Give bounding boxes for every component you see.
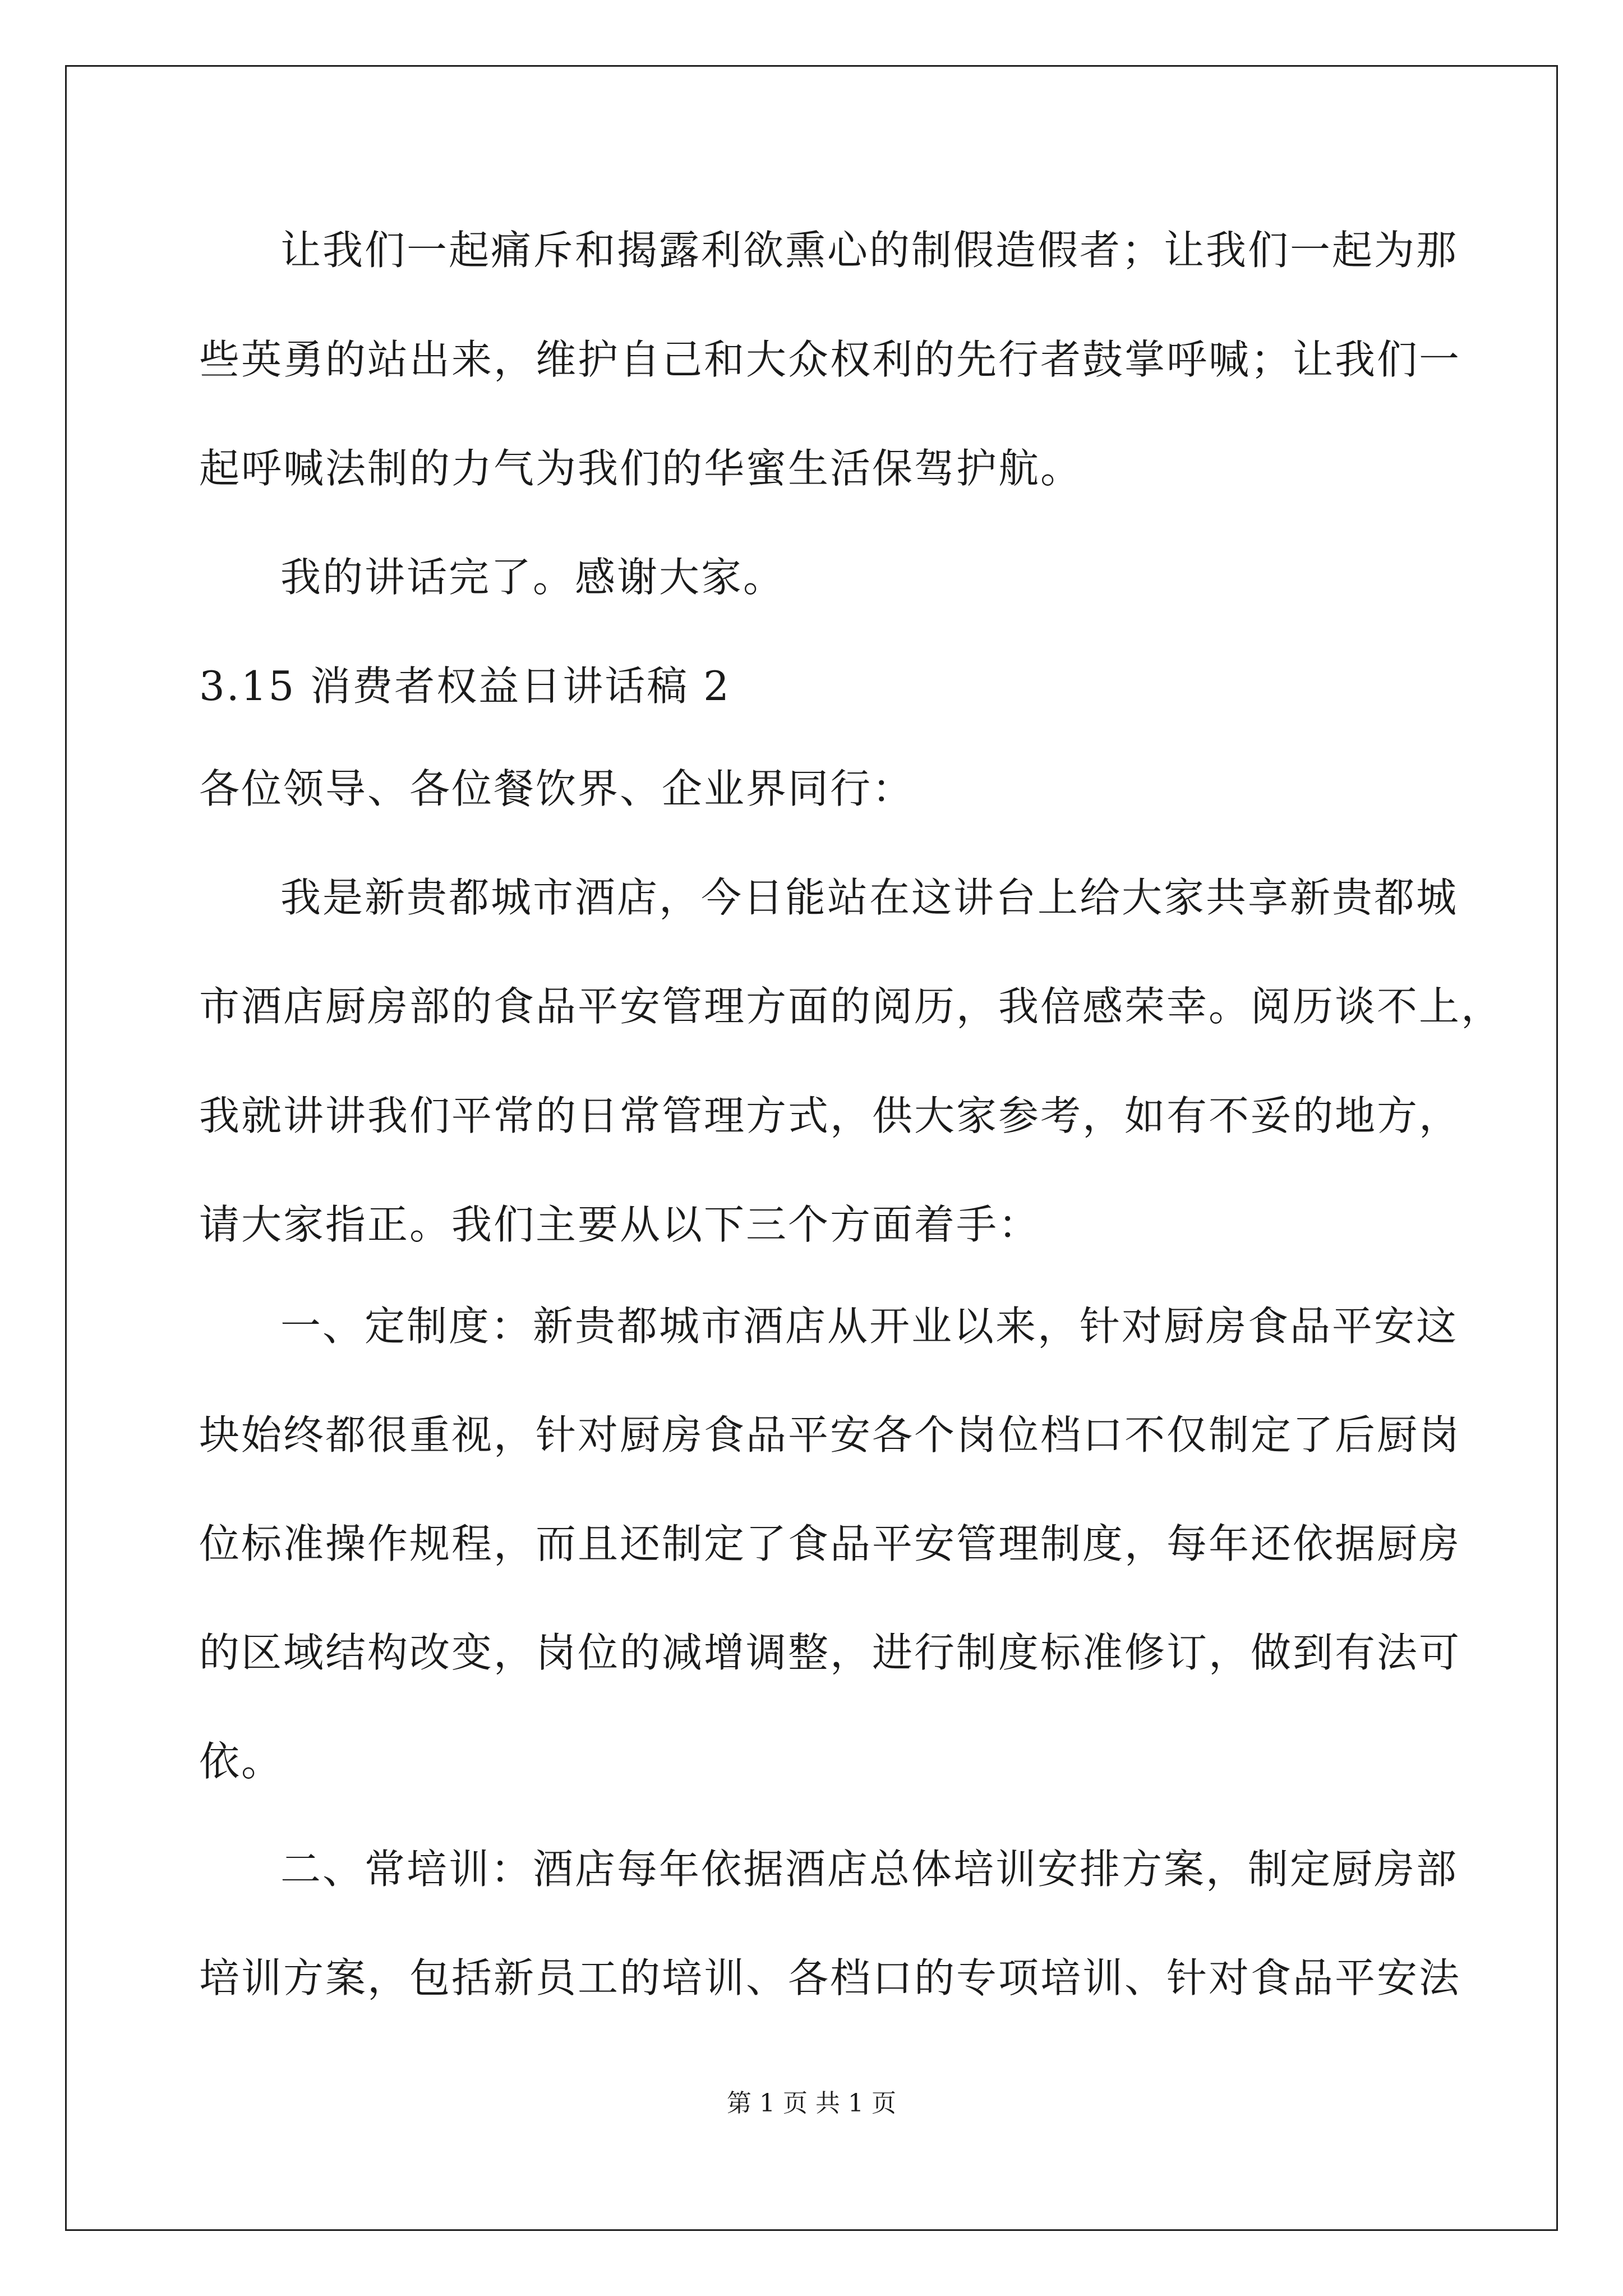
body-line: 些英勇的站出来，维护自己和大众权利的先行者鼓掌呼喊；让我们一: [199, 336, 1461, 383]
page-number-footer: 第 1 页 共 1 页: [727, 2089, 896, 2118]
body-line: 起呼喊法制的力气为我们的华蜜生活保驾护航。: [199, 445, 1083, 492]
body-line: 二、常培训：酒店每年依据酒店总体培训安排方案，制定厨房部: [280, 1846, 1459, 1893]
page-border: [65, 65, 1558, 2231]
body-line: 培训方案，包括新员工的培训、各档口的专项培训、针对食品平安法: [199, 1954, 1461, 2001]
body-line: 块始终都很重视，针对厨房食品平安各个岗位档口不仅制定了后厨岗: [199, 1411, 1461, 1458]
body-line: 让我们一起痛斥和揭露利欲熏心的制假造假者；让我们一起为那: [280, 227, 1459, 274]
body-line: 市酒店厨房部的食品平安管理方面的阅历，我倍感荣幸。阅历谈不上，: [199, 983, 1504, 1030]
body-line: 的区域结构改变，岗位的减增调整，进行制度标准修订，做到有法可: [199, 1629, 1461, 1676]
body-line: 我是新贵都城市酒店，今日能站在这讲台上给大家共享新贵都城: [280, 874, 1459, 921]
body-line: 依。: [199, 1738, 284, 1785]
salutation: 各位领导、各位餐饮界、企业界同行：: [199, 765, 915, 812]
section-heading: 3.15 消费者权益日讲话稿 2: [199, 662, 731, 710]
body-line: 我的讲话完了。感谢大家。: [280, 554, 786, 601]
body-line: 请大家指正。我们主要从以下三个方面着手：: [199, 1201, 1041, 1248]
body-line: 一、定制度：新贵都城市酒店从开业以来，针对厨房食品平安这: [280, 1303, 1459, 1350]
body-line: 我就讲讲我们平常的日常管理方式，供大家参考，如有不妥的地方，: [199, 1092, 1461, 1139]
body-line: 位标准操作规程，而且还制定了食品平安管理制度，每年还依据厨房: [199, 1520, 1461, 1567]
